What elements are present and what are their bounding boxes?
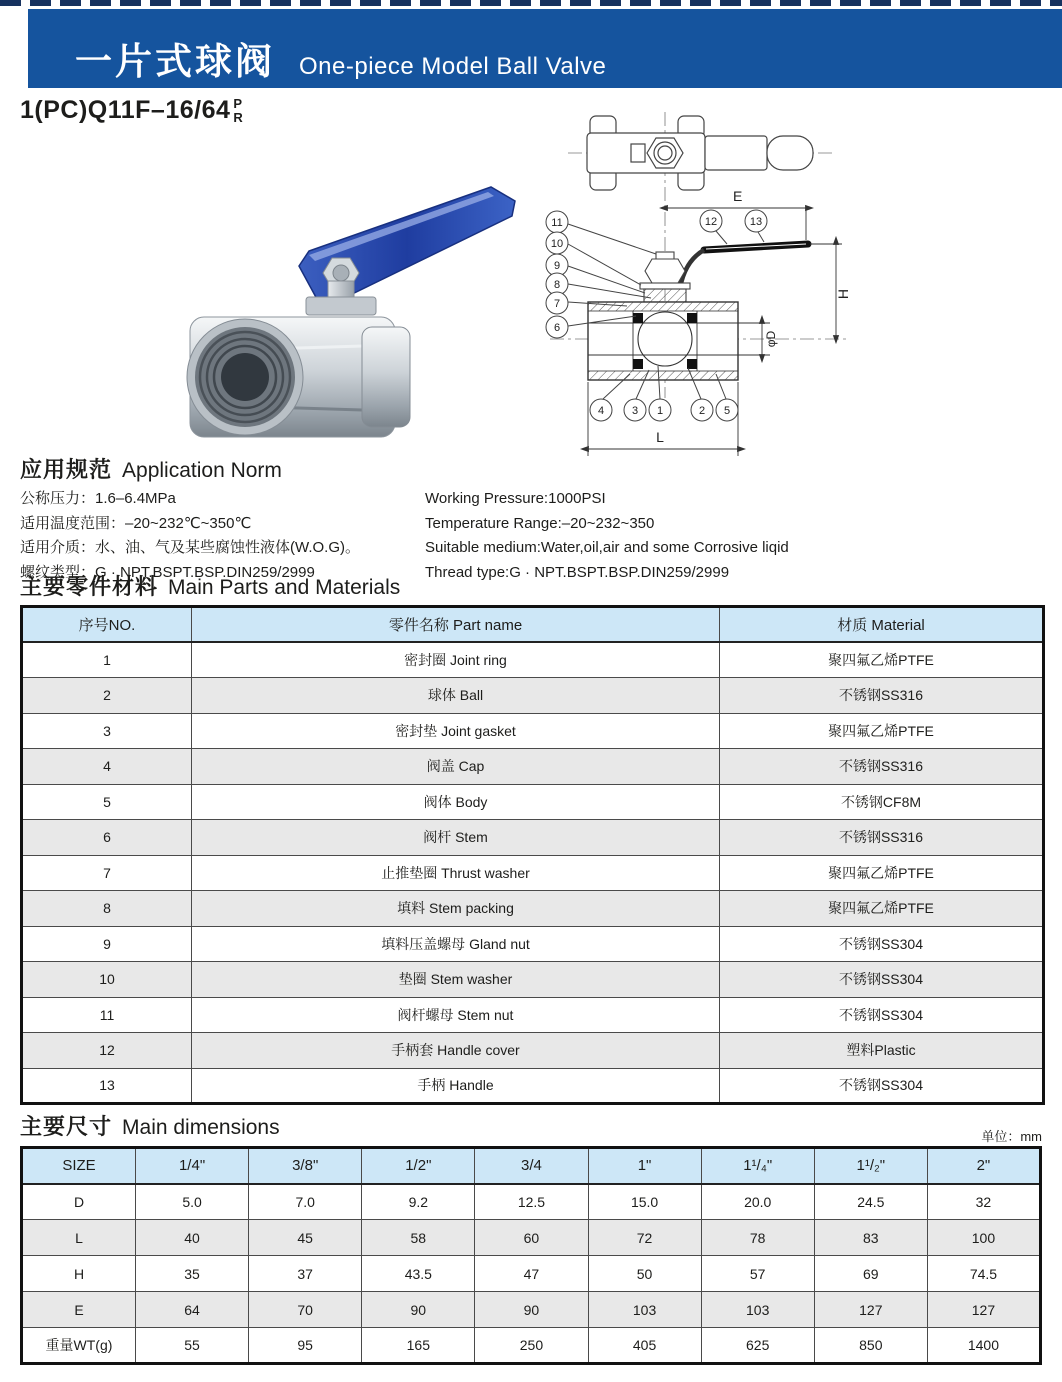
page-title-english: One-piece Model Ball Valve [299, 53, 607, 80]
dim-col-1-1-2: 1¹/₂" [814, 1148, 927, 1184]
cell-part: 球体 Ball [192, 678, 720, 714]
dim-d-label: φD [764, 330, 778, 348]
seal-bottom-left [633, 359, 643, 369]
callout-4: 4 [597, 405, 605, 417]
mount-plate [306, 297, 376, 315]
callouts-top [700, 210, 767, 244]
dim-value: 127 [927, 1292, 1040, 1328]
model-suffix-top: P [233, 96, 243, 111]
dim-value: 78 [701, 1220, 814, 1256]
valve-top-view [587, 116, 813, 190]
dim-value: 74.5 [927, 1256, 1040, 1292]
model-suffix [233, 97, 243, 124]
dim-value: 250 [475, 1328, 588, 1364]
table-row-h [22, 1256, 1041, 1292]
table-row [22, 713, 1044, 749]
spec-en-medium: Suitable medium:Water,oil,air and some Corrosive liqid [425, 539, 789, 556]
model-suffix-bottom: R [233, 109, 244, 125]
dim-h-label: H [835, 288, 851, 300]
callout-7: 7 [553, 298, 561, 310]
cell-part: 垫圈 Stem washer [192, 962, 720, 998]
dim-col-1: 1" [588, 1148, 701, 1184]
table-row [22, 855, 1044, 891]
dim-value: 103 [588, 1292, 701, 1328]
body-end-cap [362, 327, 410, 427]
table-row [22, 820, 1044, 856]
cell-part: 阀杆螺母 Stem nut [192, 997, 720, 1033]
spec-en-pressure: Working Pressure:1000PSI [425, 490, 606, 507]
page-top-dashed-border [0, 0, 1062, 6]
table-row-weight [22, 1328, 1041, 1364]
materials-col-no: 序号NO. [22, 607, 192, 643]
spec-zh-pressure: 公称压力：1.6–6.4MPa [20, 490, 176, 507]
cell-no: 7 [22, 855, 192, 891]
dim-value: 9.2 [362, 1184, 475, 1220]
table-row [22, 642, 1044, 678]
dim-value: 40 [136, 1220, 249, 1256]
table-row-d [22, 1184, 1041, 1220]
cell-material: 不锈钢SS316 [720, 820, 1044, 856]
dim-value: 64 [136, 1292, 249, 1328]
cell-material: 不锈钢SS304 [720, 1068, 1044, 1104]
cell-no: 5 [22, 784, 192, 820]
dim-col-2: 2" [927, 1148, 1040, 1184]
spec-zh-medium: 适用介质：水、油、气及某些腐蚀性液体(W.O.G)。 [20, 539, 360, 556]
dim-l-label: L [656, 429, 664, 445]
cell-no: 13 [22, 1068, 192, 1104]
cell-material: 不锈钢SS316 [720, 678, 1044, 714]
cell-material: 不锈钢CF8M [720, 784, 1044, 820]
dimensions-heading-zh: 主要尺寸 [20, 1114, 113, 1139]
table-row [22, 1033, 1044, 1069]
spec-en-thread: Thread type:G · NPT.BSPT.BSP.DIN259/2999 [425, 563, 730, 581]
dim-value: 15.0 [588, 1184, 701, 1220]
dim-value: 90 [362, 1292, 475, 1328]
dim-value: 127 [814, 1292, 927, 1328]
cell-no: 3 [22, 713, 192, 749]
cell-material: 不锈钢SS304 [720, 997, 1044, 1033]
dim-value: 90 [475, 1292, 588, 1328]
page-title-chinese: 一片式球阀 [75, 41, 275, 82]
table-row [22, 926, 1044, 962]
product-photo [150, 148, 530, 450]
callout-1: 1 [656, 405, 664, 417]
dim-value: 70 [249, 1292, 362, 1328]
seal-bottom-right [687, 359, 697, 369]
cell-material: 聚四氟乙烯PTFE [720, 891, 1044, 927]
dim-value: 32 [927, 1184, 1040, 1220]
cell-part: 阀盖 Cap [192, 749, 720, 785]
dim-value: 47 [475, 1256, 588, 1292]
materials-heading-en: Main Parts and Materials [168, 576, 401, 599]
dim-value: 5.0 [136, 1184, 249, 1220]
table-row-l [22, 1220, 1041, 1256]
stem-nut-cap [333, 265, 349, 281]
cell-no: 12 [22, 1033, 192, 1069]
cell-part: 止推垫圈 Thrust washer [192, 855, 720, 891]
spec-zh-thread: 螺纹类型：G · NPT.BSPT.BSP.DIN259/2999 [20, 563, 315, 581]
cell-no: 9 [22, 926, 192, 962]
table-row [22, 749, 1044, 785]
cell-no: 6 [22, 820, 192, 856]
table-row [22, 784, 1044, 820]
dim-col-size: SIZE [22, 1148, 136, 1184]
dim-value: 37 [249, 1256, 362, 1292]
dim-value: 7.0 [249, 1184, 362, 1220]
dim-value: 12.5 [475, 1184, 588, 1220]
technical-drawing [530, 108, 1062, 470]
dimension-h [810, 244, 851, 336]
dim-value: 1400 [927, 1328, 1040, 1364]
valve-body-photo [187, 187, 515, 437]
cell-part: 密封垫 Joint gasket [192, 713, 720, 749]
valve-photo-illustration [150, 148, 530, 450]
spec-list-english [425, 487, 789, 585]
dimensions-table [20, 1146, 1042, 1365]
callout-3: 3 [631, 405, 639, 417]
cell-part: 密封圈 Joint ring [192, 642, 720, 678]
materials-heading [20, 570, 400, 601]
cell-material: 聚四氟乙烯PTFE [720, 855, 1044, 891]
callout-11: 11 [551, 217, 563, 229]
valve-front-section [588, 302, 738, 380]
dimension-e [667, 188, 806, 240]
cell-material: 不锈钢SS304 [720, 926, 1044, 962]
cell-material: 聚四氟乙烯PTFE [720, 642, 1044, 678]
dim-row-label: L [22, 1220, 136, 1256]
table-row [22, 997, 1044, 1033]
application-norm-heading-zh: 应用规范 [20, 457, 113, 482]
spec-zh-temperature: 适用温度范围：–20~232℃~350℃ [20, 514, 252, 532]
cell-no: 1 [22, 642, 192, 678]
cell-material: 聚四氟乙烯PTFE [720, 713, 1044, 749]
dim-value: 45 [249, 1220, 362, 1256]
model-code: 1(PC)Q11F–16/64 [20, 96, 231, 124]
dim-value: 57 [701, 1256, 814, 1292]
dimensions-heading-en: Main dimensions [122, 1116, 280, 1139]
dim-row-label: D [22, 1184, 136, 1220]
dim-col-1-4: 1/4" [136, 1148, 249, 1184]
page-header-banner [28, 9, 1062, 88]
callout-10: 10 [550, 238, 564, 250]
dim-row-label: 重量WT(g) [22, 1328, 136, 1364]
callout-5: 5 [723, 405, 731, 417]
dim-value: 60 [475, 1220, 588, 1256]
dim-value: 165 [362, 1328, 475, 1364]
materials-col-material: 材质 Material [720, 607, 1044, 643]
dim-value: 72 [588, 1220, 701, 1256]
dim-value: 55 [136, 1328, 249, 1364]
dim-row-label: E [22, 1292, 136, 1328]
cell-material: 塑料Plastic [720, 1033, 1044, 1069]
cell-part: 填料压盖螺母 Gland nut [192, 926, 720, 962]
cell-part: 填料 Stem packing [192, 891, 720, 927]
table-row [22, 891, 1044, 927]
dim-value: 20.0 [701, 1184, 814, 1220]
cell-part: 阀杆 Stem [192, 820, 720, 856]
dim-value: 103 [701, 1292, 814, 1328]
dim-value: 24.5 [814, 1184, 927, 1220]
valve-section-diagram [530, 108, 1062, 470]
dim-value: 850 [814, 1328, 927, 1364]
dim-col-3-4: 3/4 [475, 1148, 588, 1184]
table-row [22, 962, 1044, 998]
dim-col-1-2: 1/2" [362, 1148, 475, 1184]
dim-value: 50 [588, 1256, 701, 1292]
application-norm-heading [20, 453, 282, 484]
callout-8: 8 [553, 279, 561, 291]
callout-2: 2 [698, 405, 706, 417]
dim-value: 625 [701, 1328, 814, 1364]
cell-no: 4 [22, 749, 192, 785]
seal-top-left [633, 313, 643, 323]
callout-13: 13 [749, 216, 763, 228]
callout-9: 9 [553, 260, 561, 272]
spec-en-temperature: Temperature Range:–20~232~350 [425, 514, 655, 532]
cell-part: 手柄 Handle [192, 1068, 720, 1104]
model-number [20, 96, 243, 125]
dim-value: 43.5 [362, 1256, 475, 1292]
cell-part: 阀体 Body [192, 784, 720, 820]
dim-row-label: H [22, 1256, 136, 1292]
table-row-e [22, 1292, 1041, 1328]
unit-label: 单位：mm [981, 1129, 1042, 1144]
materials-heading-zh: 主要零件材料 [20, 574, 159, 599]
cell-no: 11 [22, 997, 192, 1033]
seal-top-right [687, 313, 697, 323]
cell-no: 8 [22, 891, 192, 927]
dimensions-header-row [22, 1148, 1041, 1184]
dim-value: 35 [136, 1256, 249, 1292]
cell-material: 不锈钢SS304 [720, 962, 1044, 998]
callout-6: 6 [553, 322, 561, 334]
dim-value: 405 [588, 1328, 701, 1364]
dim-value: 69 [814, 1256, 927, 1292]
materials-table [20, 605, 1045, 1105]
application-norm-heading-en: Application Norm [122, 459, 282, 482]
materials-col-partname: 零件名称 Part name [192, 607, 720, 643]
cell-part: 手柄套 Handle cover [192, 1033, 720, 1069]
dim-e-label: E [733, 188, 743, 204]
dim-value: 95 [249, 1328, 362, 1364]
dim-value: 83 [814, 1220, 927, 1256]
cell-no: 2 [22, 678, 192, 714]
bore-dark [221, 353, 269, 401]
dim-col-3-8: 3/8" [249, 1148, 362, 1184]
handle-section [680, 244, 808, 288]
dim-value: 100 [927, 1220, 1040, 1256]
table-row [22, 1068, 1044, 1104]
cell-no: 10 [22, 962, 192, 998]
table-row [22, 678, 1044, 714]
dim-value: 58 [362, 1220, 475, 1256]
materials-header-row [22, 607, 1044, 643]
dim-col-1-1-4: 1¹/₄" [701, 1148, 814, 1184]
cell-material: 不锈钢SS316 [720, 749, 1044, 785]
callout-12: 12 [704, 216, 718, 228]
